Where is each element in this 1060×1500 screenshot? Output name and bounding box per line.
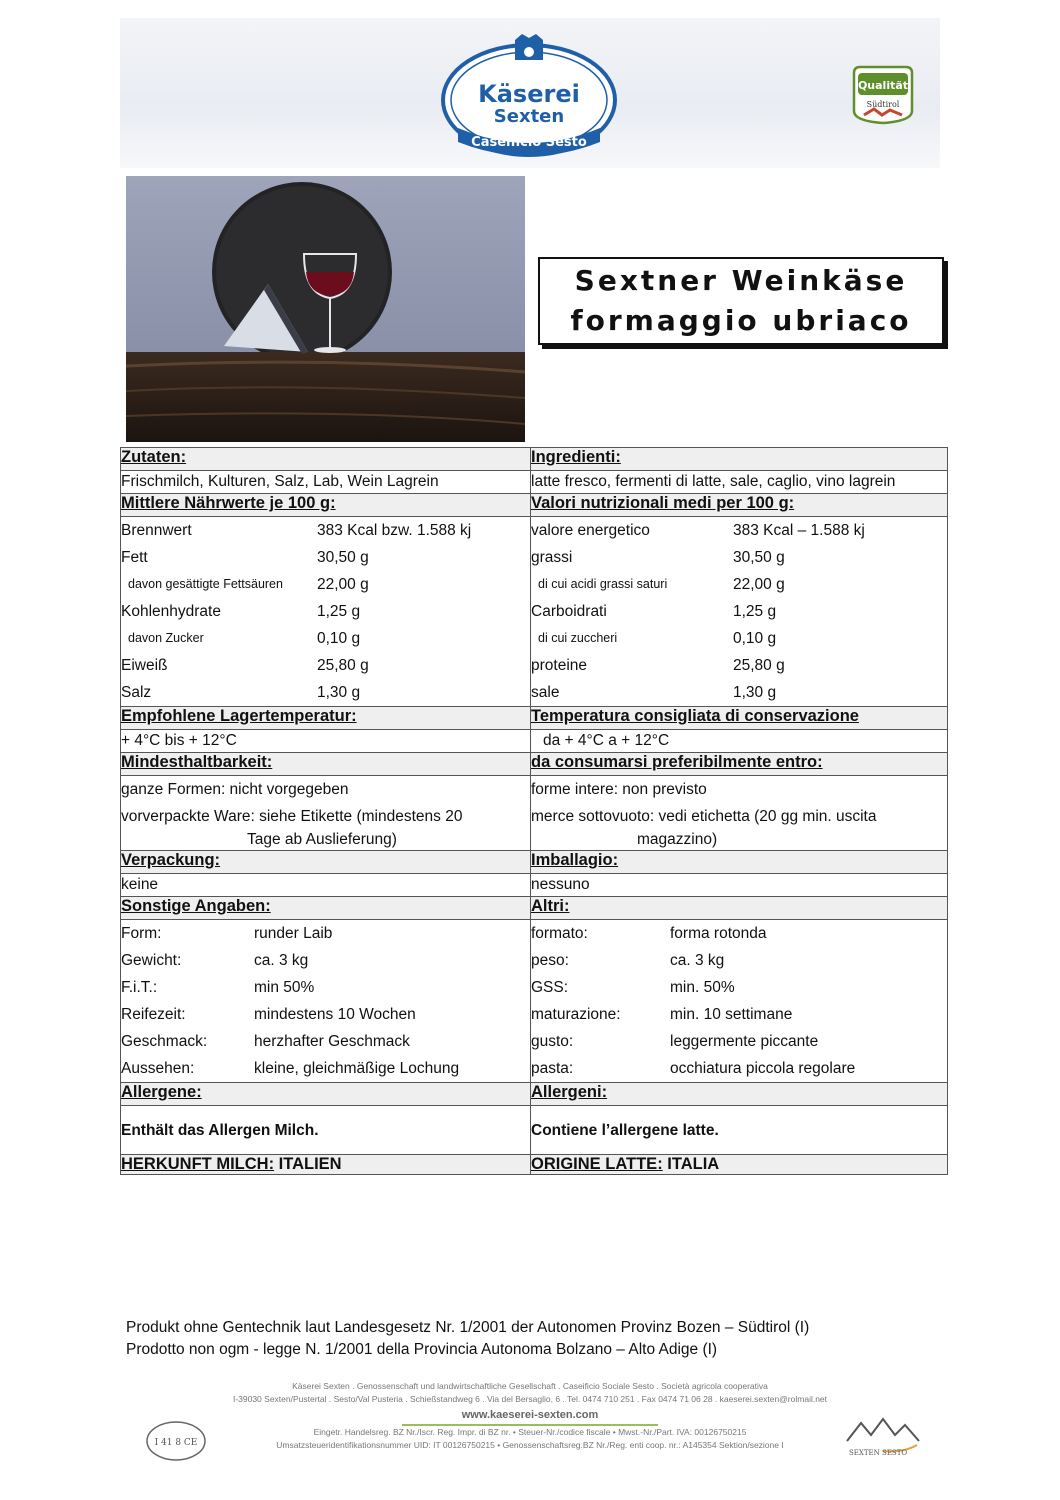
logo-arc-text: Caseificio Sesto [471, 135, 587, 150]
shelf-life-text-de: ganze Formen: nicht vorgegeben vorverpackte Ware: siehe Etikette (mindestens 20 Tage ab Auslieferung) [121, 776, 531, 851]
nutrition-item: Eiweiß 25,80 g [121, 657, 369, 674]
ingredients-row [121, 471, 948, 494]
gmo-note-de: Produkt ohne Gentechnik laut Landesgesetz Nr. 1/2001 der Autonomen Provinz Bozen – Südtirol (I) [126, 1319, 810, 1336]
packaging-text-it: nessuno [531, 874, 948, 897]
shelf-life-header-de: Mindesthaltbarkeit: [121, 753, 531, 776]
other-header-it: Altri: [531, 897, 948, 920]
origin-row [121, 1155, 948, 1175]
gmo-footnote [126, 1317, 809, 1361]
nutrition-item: proteine 25,80 g [531, 657, 785, 674]
gmo-note-it: Prodotto non ogm - legge N. 1/2001 della Provincia Autonoma Bolzano – Alto Adige (I) [126, 1341, 718, 1358]
nutrition-item: valore energetico 383 Kcal – 1.588 kj [531, 522, 865, 539]
other-item: formato: forma rotonda [531, 925, 767, 942]
nutrition-item: grassi 30,50 g [531, 549, 785, 566]
sexten-sesto-mark [843, 1413, 923, 1463]
footer-company-line: Käserei Sexten . Genossenschaft und landwirtschaftliche Gesellschaft . Caseificio Sociale Sesto . Società agricola cooperativa [292, 1381, 768, 1391]
packaging-header-de: Verpackung: [121, 851, 531, 874]
footer-vat-line: Umsatzsteueridentifikationsnummer UID: IT 00126750215 • Genossenschaftsreg.BZ Nr./Reg. enti coop. nr.: A145354 Sektion/sezione I [276, 1440, 784, 1450]
qualitaet-suedtirol-badge [850, 65, 916, 125]
storage-row [121, 730, 948, 753]
shelf-life-header-row [121, 753, 948, 776]
ingredients-header-it: Ingredienti: [531, 448, 948, 471]
storage-header-de: Empfohlene Lagertemperatur: [121, 707, 531, 730]
title-line-italian: formaggio ubriaco [570, 304, 912, 337]
nutrition-item: Salz 1,30 g [121, 684, 361, 701]
packaging-header-it: Imballagio: [531, 851, 948, 874]
ce-mark-text: I 41 8 CE [154, 1438, 198, 1448]
other-item: Gewicht: ca. 3 kg [121, 952, 309, 969]
ingredients-text-de: Frischmilch, Kulturen, Salz, Lab, Wein Lagrein [121, 471, 531, 494]
other-header-row [121, 897, 948, 920]
storage-header-row [121, 707, 948, 730]
allergens-row [121, 1106, 948, 1155]
ingredients-header-row [121, 448, 948, 471]
other-item: pasta: occhiatura piccola regolare [531, 1060, 856, 1077]
title-line-german: Sextner Weinkäse [574, 264, 908, 297]
sesto-mark-text: SEXTEN SESTO [849, 1449, 908, 1457]
logo-line1: Käserei [478, 80, 580, 108]
nutrition-item: Kohlenhydrate 1,25 g [121, 603, 361, 620]
shelf-life-text-it: forme intere: non previsto merce sottovuoto: vedi etichetta (20 gg min. uscita magazzino) [531, 776, 948, 851]
other-item: F.i.T.: min 50% [121, 979, 315, 996]
other-item: Form: runder Laib [121, 925, 333, 942]
nutrition-header-de: Mittlere Nährwerte je 100 g: [121, 494, 531, 517]
nutrition-list-de [121, 517, 531, 707]
nutrition-header-row [121, 494, 948, 517]
allergens-header-row [121, 1083, 948, 1106]
quality-line2: Südtirol [866, 100, 900, 109]
allergens-text-de: Enthält das Allergen Milch. [121, 1106, 531, 1155]
nutrition-item: Carboidrati 1,25 g [531, 603, 777, 620]
product-title [538, 257, 944, 345]
other-item: Geschmack: herzhafter Geschmack [121, 1033, 410, 1050]
kaeserei-sexten-logo [440, 30, 618, 158]
nutrition-item: Brennwert 383 Kcal bzw. 1.588 kj [121, 522, 472, 539]
nutrition-item: Fett 30,50 g [121, 549, 369, 566]
nutrition-list-it [531, 517, 948, 707]
shelf-life-row [121, 776, 948, 851]
allergens-header-de: Allergene: [121, 1083, 531, 1106]
ingredients-text-it: latte fresco, fermenti di latte, sale, caglio, vino lagrein [531, 471, 948, 494]
packaging-header-row [121, 851, 948, 874]
origin-it: ORIGINE LATTE: ITALIA [531, 1155, 948, 1175]
ingredients-header-de: Zutaten: [121, 448, 531, 471]
product-photo [126, 176, 525, 442]
shelf-life-header-it: da consumarsi preferibilmente entro: [531, 753, 948, 776]
nutrition-item: davon Zucker 0,10 g [128, 630, 361, 647]
other-item: Aussehen: kleine, gleichmäßige Lochung [121, 1060, 460, 1077]
other-list-it [531, 920, 948, 1083]
logo-line2: Sexten [493, 106, 565, 127]
other-item: gusto: leggermente piccante [531, 1033, 819, 1050]
packaging-row [121, 874, 948, 897]
nutrition-item: sale 1,30 g [531, 684, 777, 701]
other-item: peso: ca. 3 kg [531, 952, 725, 969]
footer-address-line: I-39030 Sexten/Pustertal . Sesto/Val Pusteria . Schießstandweg 6 . Via del Bersaglio, 6 . Tel. 0474 710 251 . Fax 0474 71 06 28 . kaeserei.sexten@rolmail.net [232, 1394, 828, 1404]
packaging-text-de: keine [121, 874, 531, 897]
storage-header-it: Temperatura consigliata di conservazione [531, 707, 948, 730]
storage-text-it: da + 4°C a + 12°C [531, 730, 948, 753]
nutrition-item: davon gesättigte Fettsäuren 22,00 g [128, 576, 369, 593]
footer-register-line: Eingetr. Handelsreg. BZ Nr./Iscr. Reg. Impr. di BZ nr. • Steuer-Nr./codice fiscale • Mwst.-Nr./Part. IVA: 00126750215 [313, 1427, 747, 1437]
origin-de: HERKUNFT MILCH: ITALIEN [121, 1155, 531, 1175]
nutrition-row [121, 517, 948, 707]
nutrition-item: di cui acidi grassi saturi 22,00 g [538, 576, 785, 593]
company-footer [140, 1380, 920, 1470]
allergens-text-it: Contiene l’allergene latte. [531, 1106, 948, 1155]
other-row [121, 920, 948, 1083]
footer-website-link[interactable]: www.kaeserei-sexten.com [402, 1406, 659, 1426]
other-item: maturazione: min. 10 settimane [531, 1006, 793, 1023]
other-list-de [121, 920, 531, 1083]
other-header-de: Sonstige Angaben: [121, 897, 531, 920]
other-item: GSS: min. 50% [531, 979, 735, 996]
other-item: Reifezeit: mindestens 10 Wochen [121, 1006, 416, 1023]
nutrition-item: di cui zuccheri 0,10 g [538, 630, 777, 647]
allergens-header-it: Allergeni: [531, 1083, 948, 1106]
ce-oval-mark [145, 1420, 207, 1462]
nutrition-header-it: Valori nutrizionali medi per 100 g: [531, 494, 948, 517]
product-info-table [120, 447, 948, 1175]
storage-text-de: + 4°C bis + 12°C [121, 730, 531, 753]
quality-line1: Qualität [857, 79, 909, 92]
